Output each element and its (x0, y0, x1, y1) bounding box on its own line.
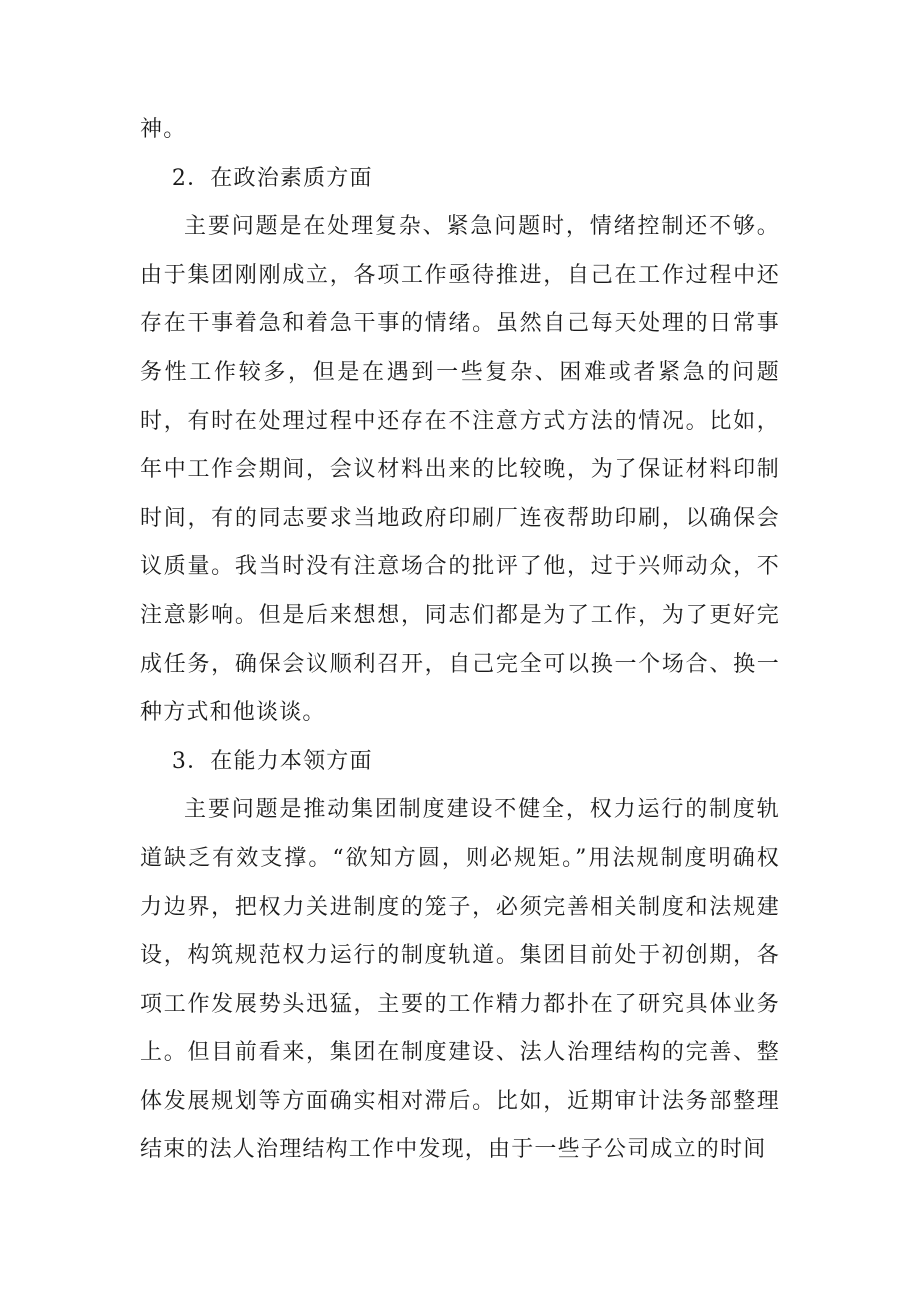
section-heading-3: 3．在能力本领方面 (171, 748, 373, 774)
paragraph-political-quality: 主要问题是在处理复杂、紧急问题时，情绪控制还不够。由于集团刚刚成立，各项工作亟待推进，自己在工作过程中还存在干事着急和着急干事的情绪。虽然自己每天处理的日常事务性工作较多，但是在遇到一些复杂、困难或者紧急的问题时，有时在处理过程中还存在不注意方式方法的情况。比如，年中工作会期间，会议材料出来的比较晚，为了保证材料印制时间，有的同志要求当地政府印刷厂连夜帮助印刷，以确保会议质量。我当时没有注意场合的批评了他，过于兴师动众，不注意影响。但是后来想想，同志们都是为了工作，为了更好完成任务，确保会议顺利召开，自己完全可以换一个场合、换一种方式和他谈谈。 (140, 214, 780, 726)
document-body (140, 106, 780, 1175)
paragraph-continuation: 神。 (140, 117, 187, 142)
paragraph-capability: 主要问题是推动集团制度建设不健全，权力运行的制度轨道缺乏有效支撑。“欲知方圆，则必规矩。”用法规制度明确权力边界，把权力关进制度的笼子，必须完善相关制度和法规建设，构筑规范权力运行的制度轨道。集团目前处于初创期，各项工作发展势头迅猛，主要的工作精力都扑在了研究具体业务上。但目前看来，集团在制度建设、法人治理结构的完善、整体发展规划等方面确实相对滞后。比如，近期审计法务部整理结束的法人治理结构工作中发现，由于一些子公司成立的时间 (140, 797, 780, 1163)
section-heading-2: 2．在政治素质方面 (171, 165, 373, 191)
